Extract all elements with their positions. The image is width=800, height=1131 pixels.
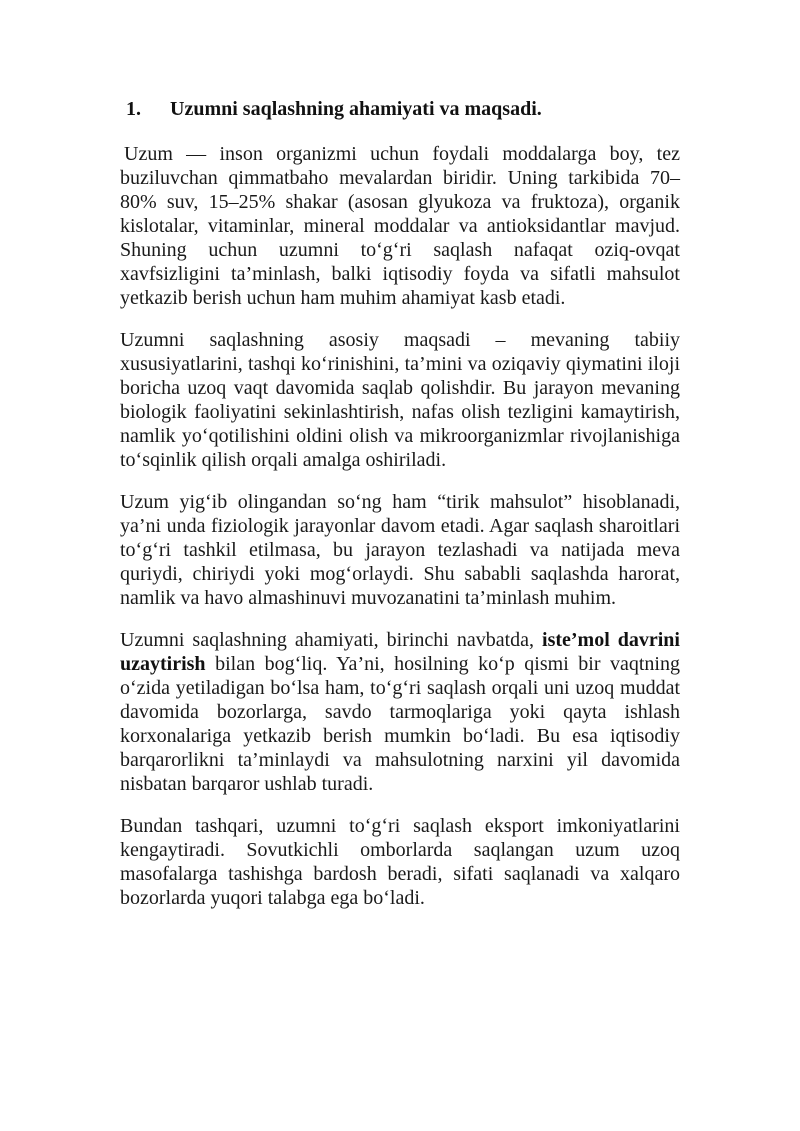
section-heading xyxy=(120,96,680,122)
paragraph-1: Uzum — inson organizmi uchun foydali moddalarga boy, tez buziluvchan qimmatbaho mevalardan biridir. Uning tarkibida 70–80% suv, 15–25% shakar (asosan glyukoza va fruktoza), organik kislotalar, vitaminlar, mineral moddalar va antioksidantlar mavjud. Shuning uchun uzumni to‘g‘ri saqlash nafaqat oziq-ovqat xavfsizligini ta’minlash, balki iqtisodiy foyda va sifatli mahsulot yetkazib berish uchun ham muhim ahamiyat kasb etadi. xyxy=(120,143,680,309)
section-title: Uzumni saqlashning ahamiyati va maqsadi. xyxy=(170,98,542,120)
paragraph-3: Uzum yig‘ib olingandan so‘ng ham “tirik mahsulot” hisoblanadi, ya’ni unda fiziologik jarayonlar davom etadi. Agar saqlash sharoitlari to‘g‘ri tashkil etilmasa, bu jarayon tezlashadi va natijada meva quriydi, chiriydi yoki mog‘orlaydi. Shu sababli saqlashda harorat, namlik va havo almashinuvi muvozanatini ta’minlash muhim. xyxy=(120,491,680,609)
paragraph-2: Uzumni saqlashning asosiy maqsadi – mevaning tabiiy xususiyatlarini, tashqi ko‘rinishini, ta’mini va oziqaviy qiymatini iloji boricha uzoq vaqt davomida saqlab qolishdir. Bu jarayon mevaning biologik faoliyatini sekinlashtirish, nafas olish tezligini kamaytirish, namlik yo‘qotilishini oldini olish va mikroorganizmlar rivojlanishiga to‘sqinlik qilish orqali amalga oshiriladi. xyxy=(120,329,680,471)
document-page xyxy=(120,96,680,928)
paragraph-4 xyxy=(120,628,680,796)
section-number: 1. xyxy=(126,98,141,120)
paragraph-5: Bundan tashqari, uzumni to‘g‘ri saqlash eksport imkoniyatlarini kengaytiradi. Sovutkichli omborlarda saqlangan uzum uzoq masofalarga tashishga bardosh beradi, sifati saqlanadi va xalqaro bozorlarda yuqori talabga ega bo‘ladi. xyxy=(120,815,680,909)
paragraph-4-emphasis: iste’mol davrini uzaytirish xyxy=(120,629,680,675)
paragraph-4-text-end: bilan bog‘liq. Ya’ni, hosilning ko‘p qismi bir vaqtning o‘zida yetiladigan bo‘lsa ham, to‘g‘ri saqlash orqali uni uzoq muddat davomida bozorlarga, savdo tarmoqlariga yoki qayta ishlash korxonalariga yetkazib berish mumkin bo‘ladi. Bu esa iqtisodiy barqarorlikni ta’minlaydi va mahsulotning narxini yil davomida nisbatan barqaror ushlab turadi. xyxy=(120,653,680,795)
paragraph-4-text-start: Uzumni saqlashning ahamiyati, birinchi navbatda, xyxy=(120,629,543,651)
